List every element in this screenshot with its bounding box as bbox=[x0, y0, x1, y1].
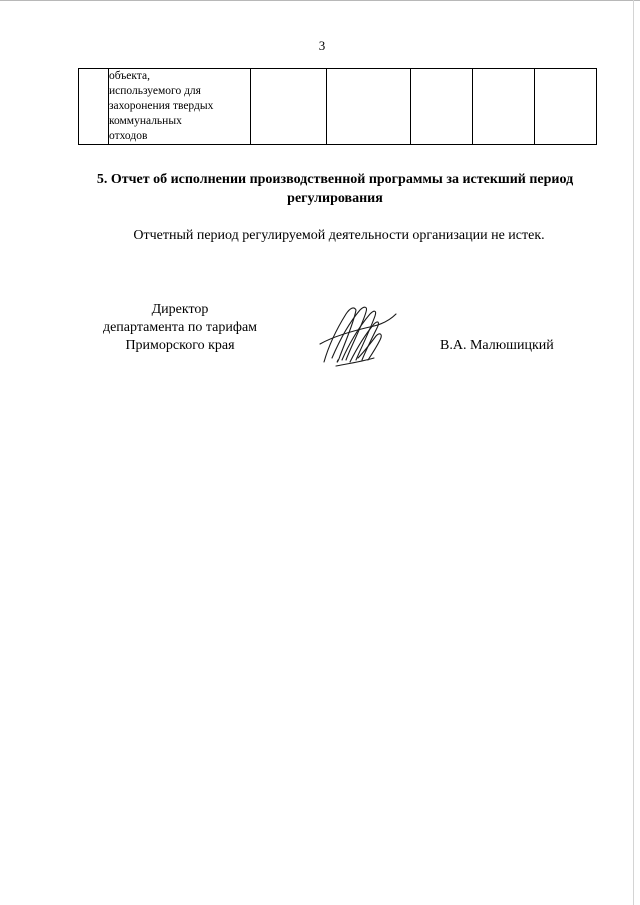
table-cell-empty bbox=[327, 69, 411, 145]
description-line: коммунальных bbox=[109, 115, 182, 127]
section-heading-line: 5. Отчет об исполнении производственной программы за истекший период bbox=[96, 172, 574, 187]
position-line: Директор bbox=[151, 302, 209, 317]
description-line: отходов bbox=[109, 130, 148, 142]
table-cell-description bbox=[109, 69, 251, 145]
section-heading bbox=[74, 170, 596, 208]
table-cell-empty bbox=[535, 69, 597, 145]
table-row bbox=[79, 69, 597, 145]
description-line: захоронения твердых bbox=[109, 100, 214, 112]
scan-edge-right bbox=[633, 0, 634, 905]
scan-edge-top bbox=[0, 0, 640, 1]
section-statement: Отчетный период регулируемой деятельности организации не истек. bbox=[133, 228, 545, 243]
table-cell-number bbox=[79, 69, 109, 145]
description-line: объекта, bbox=[109, 70, 150, 82]
page-number: 3 bbox=[318, 38, 326, 53]
section-heading-line: регулирования bbox=[287, 191, 383, 206]
signatory-position bbox=[70, 301, 290, 355]
handwritten-signature bbox=[316, 300, 398, 370]
table-cell-empty bbox=[473, 69, 535, 145]
position-line: Приморского края bbox=[125, 338, 235, 353]
position-line: департамента по тарифам bbox=[102, 320, 258, 335]
signatory-name: В.А. Малюшицкий bbox=[440, 338, 554, 353]
table-cell-empty bbox=[411, 69, 473, 145]
continuation-table bbox=[78, 68, 597, 145]
table-cell-empty bbox=[251, 69, 327, 145]
description-line: используемого для bbox=[109, 85, 201, 97]
